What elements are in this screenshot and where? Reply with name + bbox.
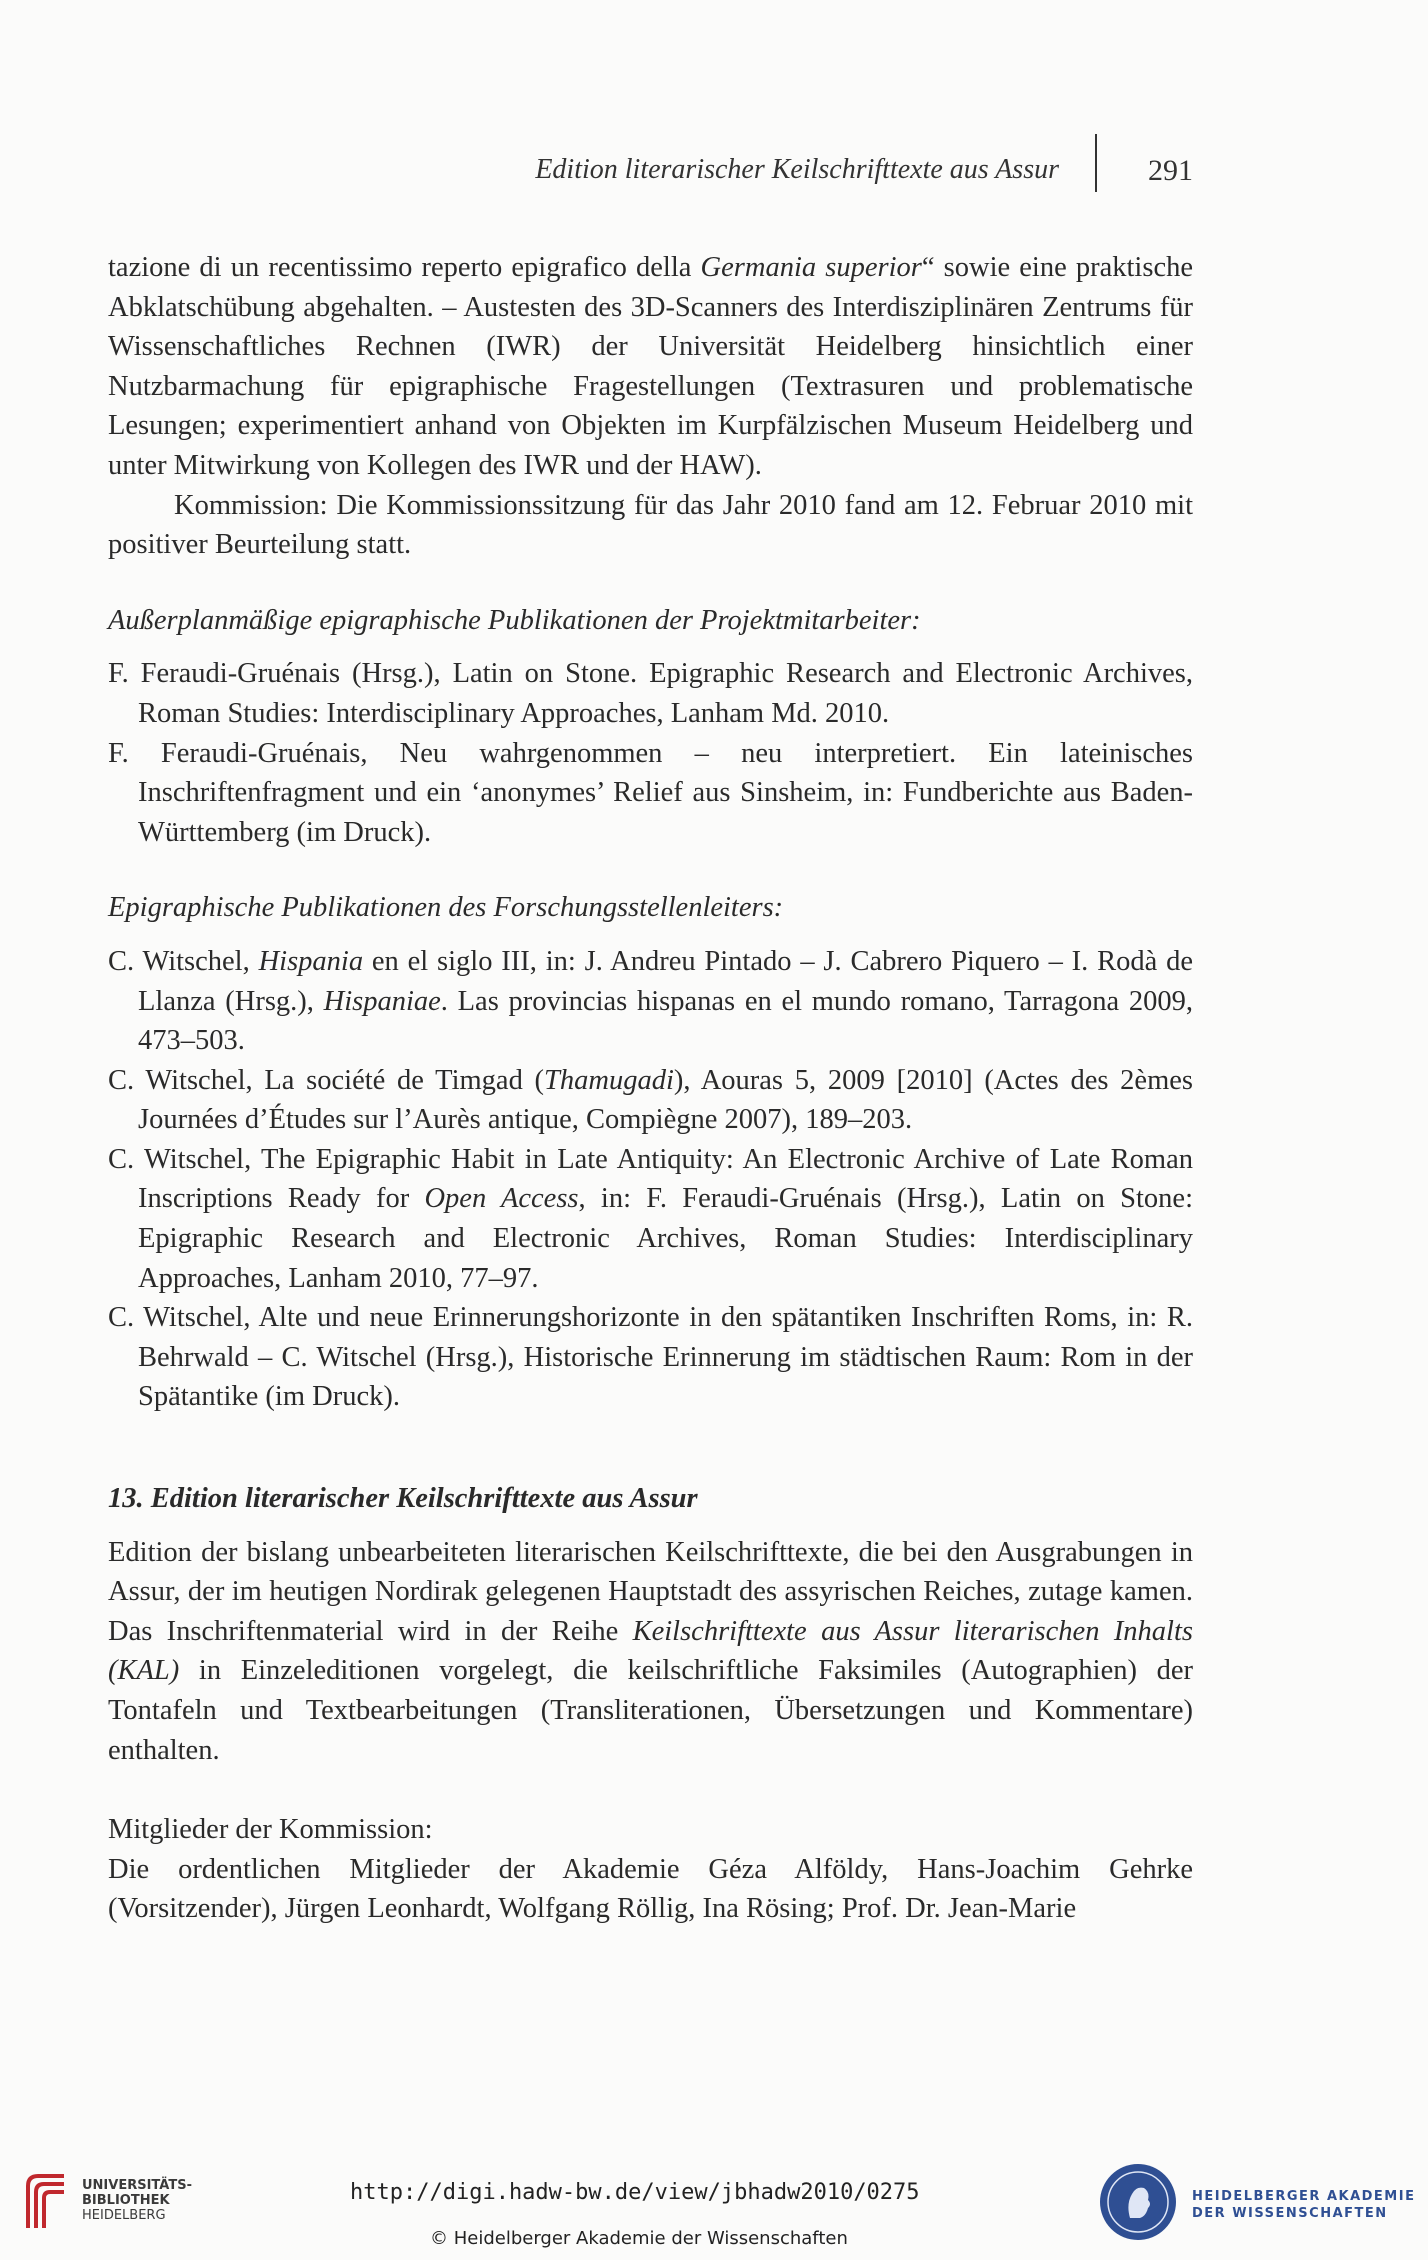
hadw-seal-icon: [1100, 2164, 1176, 2240]
bib-entry: C. Witschel, Hispania en el siglo III, in: J. Andreu Pintado – J. Cabrero Piquero – I. Rodà de Llanza (Hrsg.), Hispaniae. Las provincias hispanas en el mundo romano, Tarragona 2009, 473–503.: [108, 945, 1194, 1057]
section-13-heading: 13. Edition literarischer Keilschrifttexte aus Assur: [108, 1483, 698, 1515]
page-body: [108, 248, 1193, 1929]
heading-leader-publications: Epigraphische Publikationen des Forschungsstellenleiters:: [108, 892, 784, 924]
running-title: Edition literarischer Keilschrifttexte aus Assur: [535, 154, 1059, 185]
paragraph-workshop: tazione di un recentissimo reperto epigrafico della Germania superior“ sowie eine praktische Abklatschübung abgehalten. – Austesten des 3D-Scanners des Interdisziplinären Zentrums für Wissenschaftliches Rechnen (IWR) der Universität Heidelberg hinsichtlich einer Nutzbarmachung für epigraphische Fragestellungen (Textrasuren und problematische Lesungen; experimentiert anhand von Objekten im Kurpfälzischen Museum Heidelberg und unter Mitwirkung von Kollegen des IWR und der HAW).: [108, 252, 1193, 481]
paragraph-edition: Edition der bislang unbearbeiteten literarischen Keilschrifttexte, die bei den Ausgrabungen in Assur, der im heutigen Nordirak gelegenen Hauptstadt des assyrischen Reiches, zutage kamen. Das Inschriftenmaterial wird in der Reihe Keilschrifttexte aus Assur literarischen Inhalts (KAL) in Einzeleditionen vorgelegt, die keilschriftliche Faksimiles (Autographien) der Tontafeln und Textbearbeitungen (Transliterationen, Übersetzungen und Kommentare) enthalten.: [108, 1536, 1193, 1766]
bib-entry: C. Witschel, The Epigraphic Habit in Late Antiquity: An Electronic Archive of Late Roman Inscriptions Ready for Open Access, in: F. Feraudi-Gruénais (Hrsg.), Latin on Stone: Epigraphic Research and Electronic Archives, Roman Studies: Interdisciplinary Approaches, Lanham 2010, 77–97.: [108, 1143, 1193, 1294]
permalink-url[interactable]: http://digi.hadw-bw.de/view/jbhadw2010/0275: [350, 2180, 920, 2205]
members-heading: Mitglieder der Kommission:: [108, 1814, 433, 1846]
page-number: 291: [1148, 154, 1193, 187]
copyright-notice: © Heidelberger Akademie der Wissenschaften: [430, 2228, 848, 2249]
paragraph-commission: Kommission: Die Kommissionssitzung für das Jahr 2010 fand am 12. Februar 2010 mit positiver Beurteilung statt.: [108, 489, 1193, 561]
bib-entry: F. Feraudi-Gruénais, Neu wahrgenommen – neu interpretiert. Ein lateinisches Inschriftenfragment und ein ‘anonymes’ Relief aus Sinsheim, in: Fundberichte aus Baden-Württemberg (im Druck).: [108, 737, 1193, 848]
bib-entry: C. Witschel, La société de Timgad (Thamugadi), Aouras 5, 2009 [2010] (Actes des 2èmes Journées d’Études sur l’Aurès antique, Compiègne 2007), 189–203.: [108, 1064, 1193, 1136]
bib-entry: F. Feraudi-Gruénais (Hrsg.), Latin on Stone. Epigraphic Research and Electronic Archives, Roman Studies: Interdisciplinary Approaches, Lanham Md. 2010.: [108, 658, 1193, 729]
members-text: Die ordentlichen Mitglieder der Akademie Géza Alföldy, Hans-Joachim Gehrke (Vorsitzender), Jürgen Leonhardt, Wolfgang Röllig, Ina Rösing; Prof. Dr. Jean-Marie: [108, 1853, 1193, 1925]
digitization-footer: [0, 2150, 1428, 2260]
hadw-label: HEIDELBERGER AKADEMIE DER WISSENSCHAFTEN: [1192, 2189, 1416, 2221]
running-header: [108, 146, 1193, 194]
heading-staff-publications: Außerplanmäßige epigraphische Publikationen der Projektmitarbeiter:: [108, 604, 921, 636]
ub-heidelberg-logo-icon: [18, 2168, 74, 2238]
bib-entry: C. Witschel, Alte und neue Erinnerungshorizonte in den spätantiken Inschriften Roms, in: R. Behrwald – C. Witschel (Hrsg.), Historische Erinnerung im städtischen Raum: Rom in der Spätantike (im Druck).: [108, 1302, 1193, 1413]
ub-heidelberg-label: UNIVERSITÄTS- BIBLIOTHEK HEIDELBERG: [82, 2178, 192, 2223]
header-divider: [1095, 134, 1097, 192]
